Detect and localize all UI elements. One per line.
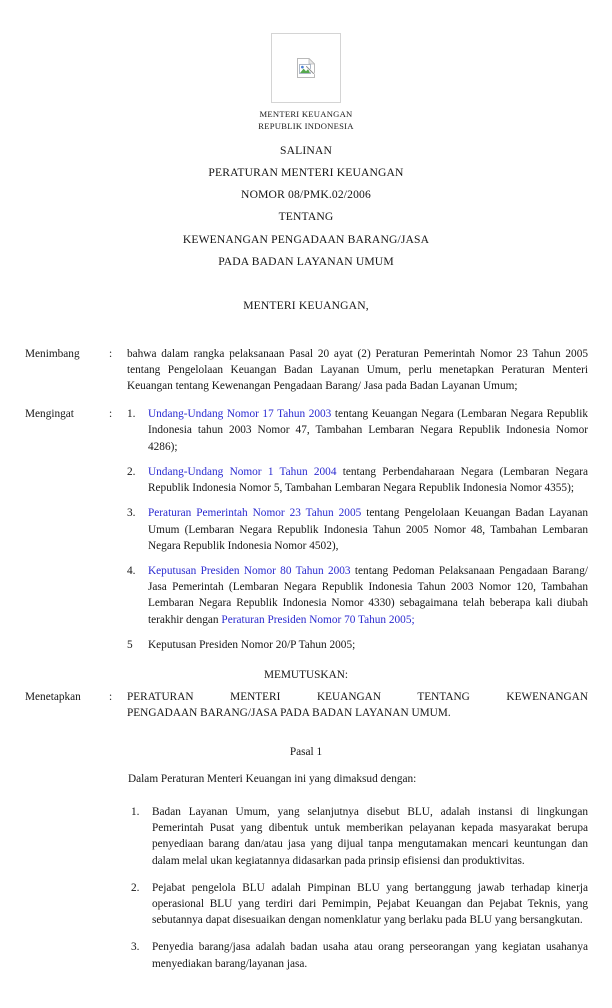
mengingat-item-number: 1. — [127, 408, 136, 421]
menetapkan-line-2: PENGADAAN BARANG/JASA PADA BADAN LAYANAN UMUM. — [127, 707, 451, 720]
mengingat-colon: : — [109, 408, 113, 421]
mengingat-item-text: Keputusan Presiden Nomor 80 Tahun 2003 tentang Pedoman Pelaksanaan Pengadaan Barang/ Jasa Pemerintah (Lembaran Negara Republik Indonesia Tahun 2003 Nomor 120, Tambahan Lembaran Negara Republik Indonesia Nomor 4330) sebagaimana telah beberapa kali diubah terakhir dengan Peraturan Presiden Nomor 70 Tahun 2005; — [148, 564, 588, 626]
title-block — [0, 140, 612, 318]
salinan-label: SALINAN — [280, 143, 332, 157]
mengingat-item-text: Undang-Undang Nomor 1 Tahun 2004 tentang Perbendaharaan Negara (Lembaran Negara Republik Indonesia Nomor 5, Tambahan Lembaran Negara Republik Indonesia Nomor 4355); — [148, 465, 588, 495]
regulation-subject-line-2: PADA BADAN LAYANAN UMUM — [218, 255, 394, 269]
regulation-reference-link[interactable]: Undang-Undang Nomor 1 Tahun 2004 — [148, 465, 337, 478]
menetapkan-line-1: PERATURAN MENTERI KEUANGAN TENTANG KEWENANGAN — [127, 691, 588, 704]
mengingat-item-text: Peraturan Pemerintah Nomor 23 Tahun 2005 tentang Pengelolaan Keuangan Badan Layanan Umum (Lembaran Negara Republik Indonesia Tahun 2005 Nomor 48, Tambahan Lembaran Negara Republik Indonesia Nomor 4502), — [148, 507, 588, 552]
menetapkan-label: Menetapkan — [25, 691, 81, 704]
pasal-1-item — [131, 939, 588, 971]
mengingat-item — [127, 637, 588, 653]
pasal-1-heading: Pasal 1 — [289, 745, 323, 758]
pasal-1-item-number: 1. — [131, 805, 140, 818]
mengingat-body — [127, 406, 588, 653]
menimbang-label: Menimbang — [25, 347, 80, 360]
pasal-1-item-number: 3. — [131, 941, 140, 954]
letterhead — [0, 0, 612, 133]
mengingat-item-text: Undang-Undang Nomor 17 Tahun 2003 tentang Keuangan Negara (Lembaran Negara Republik Indonesia tahun 2003 Nomor 47, Tambahan Lembaran Negara Republik Indonesia Nomor 4286); — [148, 408, 588, 453]
mengingat-item-number: 5 — [127, 638, 133, 651]
menimbang-text: bahwa dalam rangka pelaksanaan Pasal 20 ayat (2) Peraturan Pemerintah Nomor 23 Tahun 2005 tentang Pengelolaan Keuangan Badan Layanan Umum, perlu menetapkan Peraturan Menteri Keuangan tentang Kewenangan Pengadaan Barang/ Jasa pada Badan Layanan Umum; — [127, 347, 588, 393]
ministry-name-line-2: REPUBLIK INDONESIA — [258, 121, 354, 132]
pasal-1-item-text: Pejabat pengelola BLU adalah Pimpinan BLU yang bertanggung jawab terhadap kinerja operasional BLU yang terdiri dari Pemimpin, Pejabat Keuangan dan Pejabat Teknis, yang sebutannya dapat disesuaikan dengan nomenklatur yang berlaku pada BLU yang bersangkutan. — [152, 881, 588, 927]
mengingat-item-number: 3. — [127, 507, 136, 520]
menetapkan-clause — [0, 689, 612, 721]
regulation-reference-link[interactable]: Keputusan Presiden Nomor 80 Tahun 2003 — [148, 564, 351, 577]
menimbang-clause — [0, 346, 612, 395]
mengingat-item — [127, 563, 588, 628]
pasal-1-item — [131, 804, 588, 869]
broken-image-icon — [297, 58, 315, 78]
menetapkan-colon: : — [109, 691, 113, 704]
pasal-1-intro: Dalam Peraturan Menteri Keuangan ini yang dimaksud dengan: — [128, 772, 417, 785]
regulation-reference-link[interactable]: Undang-Undang Nomor 17 Tahun 2003 — [148, 408, 332, 421]
mengingat-item-number: 2. — [127, 465, 136, 478]
signatory-heading: MENTERI KEUANGAN, — [243, 299, 369, 313]
mengingat-item — [127, 505, 588, 554]
pasal-1-list — [131, 804, 588, 972]
mengingat-list — [127, 406, 588, 653]
regulation-subject-line-1: KEWENANGAN PENGADAAN BARANG/JASA — [182, 232, 430, 246]
ministry-crest-image-frame — [271, 33, 341, 103]
mengingat-clause — [0, 406, 612, 653]
pasal-1-item-number: 2. — [131, 881, 140, 894]
menimbang-colon: : — [109, 347, 113, 360]
regulation-title-line-1: PERATURAN MENTERI KEUANGAN — [208, 165, 404, 179]
pasal-1-definitions — [0, 804, 612, 972]
mengingat-item-number: 4. — [127, 564, 136, 577]
pasal-1-item — [131, 880, 588, 929]
regulation-number: NOMOR 08/PMK.02/2006 — [241, 188, 371, 202]
mengingat-item — [127, 464, 588, 496]
regulation-reference-link[interactable]: Peraturan Presiden Nomor 70 Tahun 2005; — [221, 613, 415, 626]
tentang-label: TENTANG — [278, 210, 334, 224]
mengingat-label: Mengingat — [25, 408, 74, 421]
ministry-name-line-1: MENTERI KEUANGAN — [259, 109, 353, 119]
mengingat-item — [127, 406, 588, 455]
memutuskan-heading: MEMUTUSKAN: — [263, 668, 349, 681]
menetapkan-text — [127, 689, 588, 721]
pasal-1-item-text: Penyedia barang/jasa adalah badan usaha atau orang perseorangan yang kegiatan usahanya menyediakan barang/layanan jasa. — [152, 941, 588, 970]
pasal-1-item-text: Badan Layanan Umum, yang selanjutnya disebut BLU, adalah instansi di lingkungan Pemerintah Pusat yang dibentuk untuk memberikan pelayanan kepada masyarakat berupa penyediaan barang dan/atau jasa yang dijual tanpa mengutamakan mencari keuntungan dan dalam melal ukan kegiatannya didasarkan pada prinsip efisiensi dan produktivitas. — [152, 805, 588, 867]
mengingat-item-text: Keputusan Presiden Nomor 20/P Tahun 2005; — [148, 638, 356, 651]
regulation-reference-link[interactable]: Peraturan Pemerintah Nomor 23 Tahun 2005 — [148, 507, 362, 520]
